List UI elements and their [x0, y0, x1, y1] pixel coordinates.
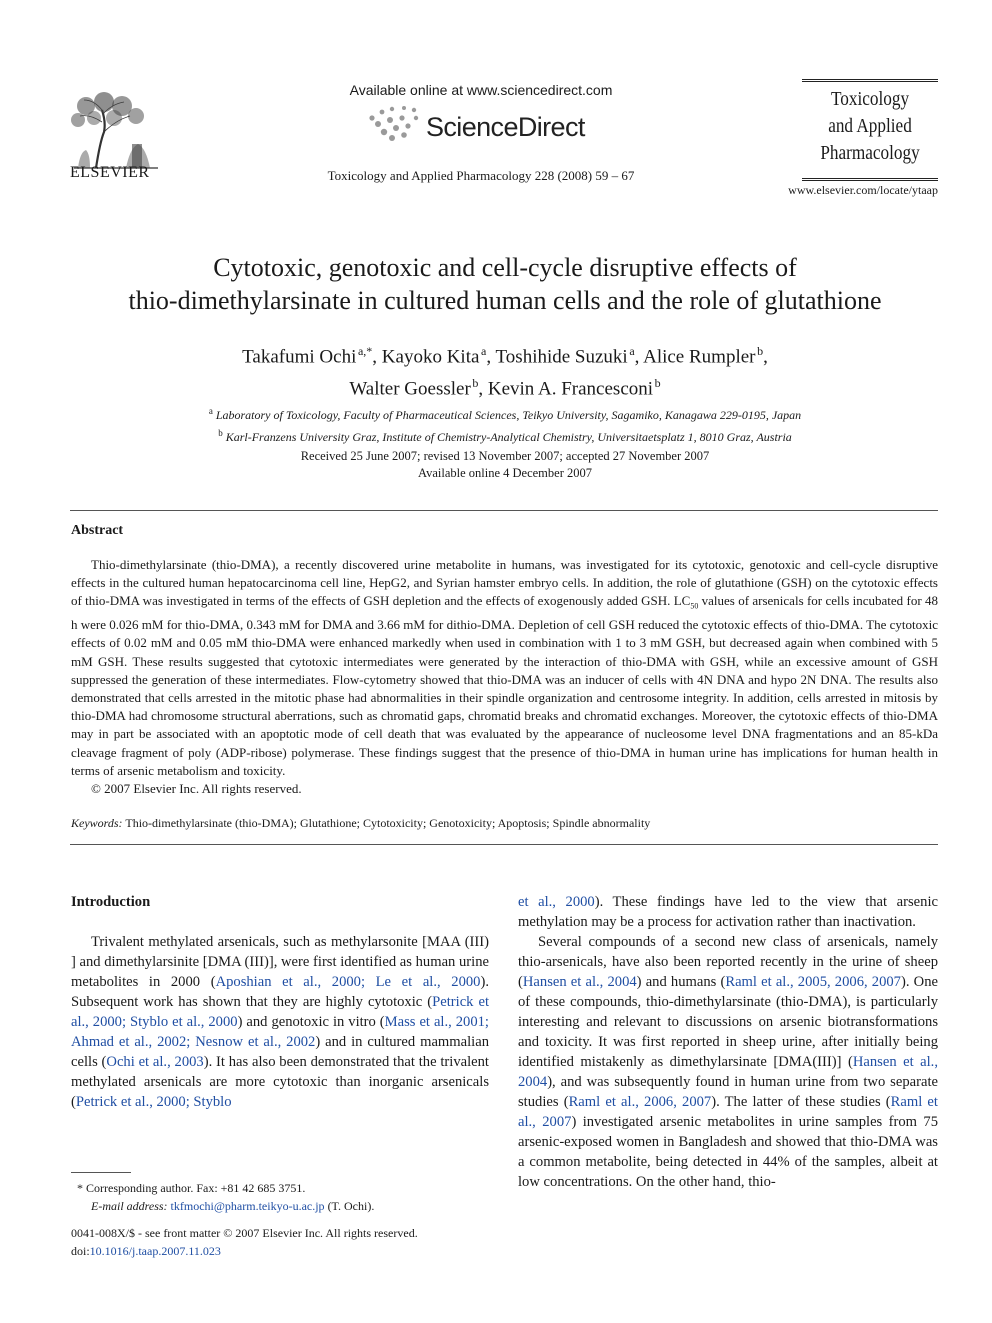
body-paragraph	[518, 892, 938, 932]
body-text: ). One of these compounds, thio-dimethylarsinate (thio-DMA), is particularly interesting and relevant to discussions on arsenic biotransformations and toxicity. It was first reported in sheep urine, after initially being identified mistakenly as dimethylarsinate [DMA(III)] (	[518, 974, 938, 1070]
journal-name-line: Toxicology	[830, 88, 910, 110]
subscript: 50	[690, 602, 699, 611]
corresponding-author-note: * Corresponding author. Fax: +81 42 685 3751.	[77, 1181, 306, 1195]
affiliation-mark: a	[208, 406, 213, 416]
citation-link[interactable]: Petrick et al., 2000; Styblo	[75, 1094, 232, 1110]
email-label: E-mail address:	[91, 1199, 168, 1213]
citation-link[interactable]: et al., 2000	[518, 894, 595, 910]
author-affil-mark: a	[481, 344, 487, 358]
author-affil-mark: b	[472, 376, 479, 391]
footnotes	[71, 1179, 374, 1215]
keywords-text: Thio-dimethylarsinate (thio-DMA); Glutathione; Cytotoxicity; Genotoxicity; Apoptosis; Spindle abnormality	[125, 816, 651, 830]
title-line: thio-dimethylarsinate in cultured human cells and the role of glutathione	[128, 286, 882, 315]
section-heading-introduction: Introduction	[71, 894, 151, 910]
affiliation-text: Karl-Franzens University Graz, Institute of Chemistry-Analytical Chemistry, Universitaetsplatz 1, 8010 Graz, Austria	[225, 430, 792, 444]
affiliations	[60, 402, 950, 446]
author-affil-mark: b	[654, 376, 661, 391]
affiliation	[60, 424, 950, 446]
available-online-text: Available online at www.sciencedirect.com	[349, 82, 613, 98]
sciencedirect-logo-text: ScienceDirect	[426, 112, 585, 142]
author-name[interactable]: Walter Goessler	[349, 378, 471, 400]
citation-link[interactable]: Raml et al., 2005, 2006, 2007	[725, 974, 901, 990]
email-link[interactable]: tkfmochi@pharm.teikyo-u.ac.jp	[170, 1199, 325, 1213]
journal-citation: Toxicology and Applied Pharmacology 228 (2008) 59 – 67	[327, 168, 635, 183]
journal-name-line: Pharmacology	[820, 142, 920, 164]
body-text: ) and humans (	[636, 974, 726, 990]
doi-line	[71, 1242, 418, 1260]
author-affil-mark: b	[757, 344, 764, 358]
author-name[interactable]: Kevin A. Francesconi	[487, 378, 654, 400]
abstract-text: Thio-dimethylarsinate (thio-DMA), a recently discovered urine metabolite in humans, was investigated for its cytotoxic, genotoxic and cell-cycle disruptive effects in the cultured human hepatocarcinoma cell line, HepG2, and Syrian hamster embryo cells. In addition, the role of glutathione (GSH) on the cytotoxic effects of thio-DMA was investigated in terms of the effects of GSH depletion and the effects of exogenously added GSH. LC	[71, 557, 938, 609]
email-suffix: (T. Ochi).	[324, 1199, 375, 1213]
citation-link[interactable]: Petrick et al., 2000; Styblo et al., 2000	[71, 994, 489, 1030]
citation-link[interactable]: Mass et al., 2001; Ahmad et al., 2002; Nesnow et al., 2002	[71, 1014, 489, 1050]
author-name[interactable]: Kayoko Kita	[381, 346, 480, 368]
citation-link[interactable]: Aposhian et al., 2000; Le et al., 2000	[215, 974, 481, 990]
body-text: ). It has also been demonstrated that the trivalent methylated arsenicals are more cytotoxic than inorganic arsenicals (	[71, 1054, 489, 1110]
body-text: ). These findings have led to the view that arsenic methylation may be a process for activation rather than inactivation.	[518, 894, 938, 930]
abstract-heading: Abstract	[71, 523, 124, 538]
abstract-top-divider	[70, 510, 938, 511]
abstract-paragraph	[71, 556, 938, 780]
doi-link[interactable]: 10.1016/j.taap.2007.11.023	[89, 1244, 221, 1258]
body-text: Trivalent methylated arsenicals, such as methylarsonite [MAA (III) ] and dimethylarsinite [DMA (III)], were first identified as human urine metabolites in 2000 (	[71, 934, 489, 990]
citation-link[interactable]: Raml et al., 2007	[518, 1094, 938, 1130]
body-text: ) and genotoxic in vitro (	[237, 1014, 385, 1030]
author-affil-mark: a,*	[357, 344, 373, 358]
author-name[interactable]: Takafumi Ochi	[242, 346, 357, 368]
body-text: Several compounds of a second new class of arsenicals, namely thio-arsenicals, have also been reported recently in the urine of sheep (	[518, 934, 938, 990]
citation-link[interactable]: Hansen et al., 2004	[518, 1054, 938, 1090]
abstract-text: values of arsenicals for cells incubated for 48 h were 0.026 mM for thio-DMA, 0.343 mM for DMA and 3.66 mM for dithio-DMA. Depletion of cell GSH reduced the cytotoxic effects of thio-DMA. The cytotoxic effects of 0.02 mM and 0.05 mM thio-DMA were enhanced markedly when used in combination with 1 to 3 mM GSH, but decreased again when combined with 5 mM GSH. These results suggested that cytotoxic intermediates were generated by the interaction of thio-DMA with GSH, while an excessive amount of GSH suppressed the generation of these intermediates. Flow-cytometry showed that thio-DMA was an inducer of cells with 4N DNA and hypo 2N DNA. The results also demonstrated that cells arrested in the mitotic phase had abnormalities in their spindle organization and centrosome integrity. In addition, cells arrested in mitosis by thio-DMA had chromosome structural aberrations, such as chromatid gaps, chromatid breaks and chromatid exchanges. Moreover, the cytotoxic effects of thio-DMA may in part be associated with an apoptotic mode of cell death that was evaluated by the appearance of nucleosome level DNA fragmentations and an 85-kDa cleavage fragment of poly (ADP-ribose) polymerase. These findings suggest that the presence of thio-DMA in human urine has implications for human health in terms of arsenic metabolism and toxicity.	[71, 593, 938, 778]
body-text: ). The latter of these studies (	[711, 1094, 891, 1110]
journal-url-link[interactable]: www.elsevier.com/locate/ytaap	[788, 183, 938, 197]
citation-link[interactable]: Raml et al., 2006, 2007	[568, 1094, 712, 1110]
author-affil-mark: a	[629, 344, 635, 358]
body-text: ) investigated arsenic metabolites in urine samples from 75 arsenic-exposed women in Bangladesh and showed that thio-DMA was a common metabolite, being detected in 44% of the samples, albeit at low concentrations. On the other hand, thio-	[518, 1114, 938, 1190]
available-online-date: Available online 4 December 2007	[417, 466, 592, 480]
title-line: Cytotoxic, genotoxic and cell-cycle disruptive effects of	[213, 253, 797, 282]
affiliation-mark: b	[218, 428, 223, 438]
footnote-divider	[71, 1172, 131, 1173]
abstract-copyright: © 2007 Elsevier Inc. All rights reserved.	[91, 781, 302, 797]
doi-label: doi:	[71, 1244, 90, 1258]
article-title	[60, 251, 950, 317]
received-dates: Received 25 June 2007; revised 13 November 2007; accepted 27 November 2007	[300, 449, 710, 463]
article-history	[60, 448, 950, 482]
body-column-right	[518, 892, 938, 1192]
body-paragraph	[518, 932, 938, 1192]
author-name[interactable]: Alice Rumpler	[643, 346, 756, 368]
keywords	[71, 816, 650, 831]
journal-name-line: and Applied	[828, 115, 912, 137]
issn-copyright-line: 0041-008X/$ - see front matter © 2007 Elsevier Inc. All rights reserved.	[71, 1226, 418, 1240]
abstract-body	[71, 556, 938, 798]
affiliation-text: Laboratory of Toxicology, Faculty of Pharmaceutical Sciences, Teikyo University, Sagamiko, Kanagawa 229-0195, Japan	[215, 408, 802, 422]
front-matter-info	[71, 1224, 418, 1260]
publisher-name: ELSEVIER	[70, 164, 150, 181]
body-text: ), and was subsequently found in human urine from two separate studies (	[518, 1074, 938, 1110]
keywords-label: Keywords:	[71, 816, 123, 830]
body-paragraph	[71, 932, 489, 1112]
body-column-left	[71, 932, 489, 1112]
author-list: Takafumi Ochi $^{a,*}$, Kayoko Kita $^a$, Toshihide Suzuki $^a$, Alice Rumpler $^b$, Walter Goessler $^b$, Kevin A. Francesconi $^b$	[242, 344, 768, 400]
body-text: ) and in cultured mammalian cells (	[71, 1034, 489, 1070]
abstract-bottom-divider	[70, 844, 938, 845]
citation-link[interactable]: Hansen et al., 2004	[522, 974, 637, 990]
email-note	[71, 1197, 374, 1215]
affiliation	[60, 402, 950, 424]
author-name[interactable]: Toshihide Suzuki	[495, 346, 628, 368]
journal-masthead-title	[812, 86, 929, 167]
citation-link[interactable]: Ochi et al., 2003	[106, 1054, 204, 1070]
body-text: ). Subsequent work has shown that they are highly cytotoxic (	[71, 974, 489, 1010]
